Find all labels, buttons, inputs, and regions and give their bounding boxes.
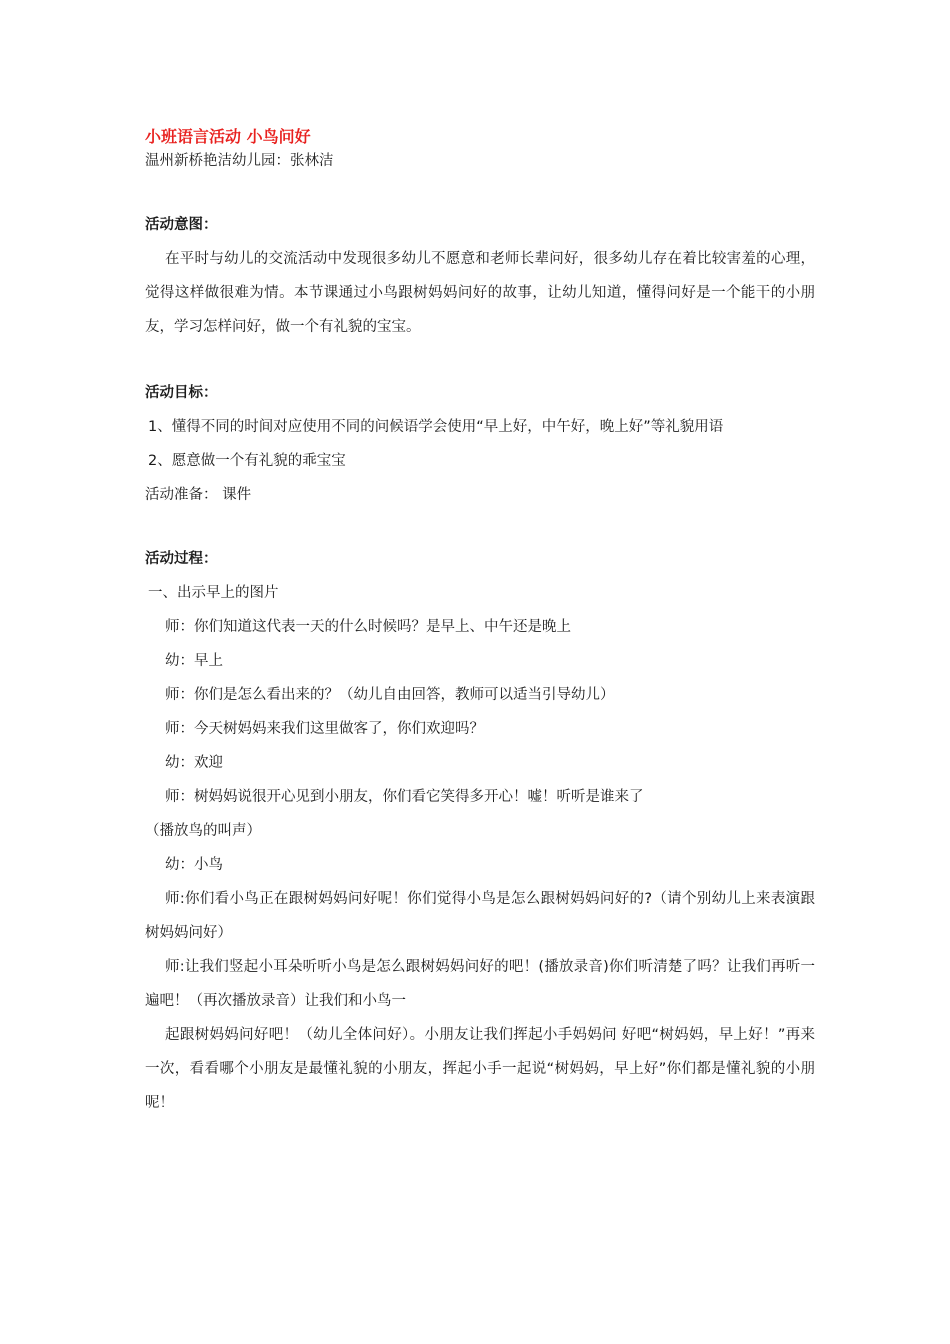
document-body	[145, 125, 815, 1120]
dialogue-line: 师：今天树妈妈来我们这里做客了，你们欢迎吗？	[165, 721, 484, 737]
dialogue-line: 师：你们知道这代表一天的什么时候吗？是早上、中午还是晚上	[165, 619, 571, 635]
process-paragraph-1: 师:你们看小鸟正在跟树妈妈问好呢！你们觉得小鸟是怎么跟树妈妈问好的?（请个别幼儿上来表演跟树妈妈问好）	[145, 891, 815, 941]
dialogue-line: 幼：早上	[165, 653, 223, 669]
process-paragraph-3: 起跟树妈妈问好吧！（幼儿全体问好）。小朋友让我们挥起小手妈妈问 好吧“树妈妈，早上好！”再来一次，看看哪个小朋友是最懂礼貌的小朋友，挥起小手一起说“树妈妈，早上好”你们都是懂礼貌的小朋呢！	[145, 1027, 815, 1111]
intent-paragraph: 在平时与幼儿的交流活动中发现很多幼儿不愿意和老师长辈问好，很多幼儿存在着比较害羞的心理，觉得这样做很难为情。本节课通过小鸟跟树妈妈问好的故事，让幼儿知道，懂得问好是一个能干的小朋友，学习怎样问好，做一个有礼貌的宝宝。	[145, 251, 815, 335]
process-heading: 活动过程：	[145, 551, 218, 567]
document-author: 温州新桥艳洁幼儿园：张林洁	[145, 153, 334, 169]
dialogue-line: （播放鸟的叫声）	[145, 823, 261, 839]
dialogue-line: 幼：欢迎	[165, 755, 223, 771]
process-paragraph-2: 师:让我们竖起小耳朵听听小鸟是怎么跟树妈妈问好的吧！(播放录音)你们听清楚了吗？让我们再听一遍吧！（再次播放录音）让我们和小鸟一	[145, 959, 815, 1009]
intent-heading: 活动意图：	[145, 217, 218, 233]
goal-item-1: 1、懂得不同的时间对应使用不同的问候语学会使用“早上好，中午好，晚上好”等礼貌用语	[148, 419, 724, 435]
document-title: 小班语言活动 小鸟问好	[145, 127, 311, 146]
preparation-line: 活动准备： 课件	[145, 487, 252, 503]
dialogue-line: 师：树妈妈说很开心见到小朋友，你们看它笑得多开心！嘘！听听是谁来了	[165, 789, 644, 805]
dialogue-line: 师：你们是怎么看出来的？（幼儿自由回答，教师可以适当引导幼儿）	[165, 687, 615, 703]
dialogue-line: 幼：小鸟	[165, 857, 223, 873]
goal-item-2: 2、愿意做一个有礼貌的乖宝宝	[148, 453, 346, 469]
goals-heading: 活动目标：	[145, 385, 218, 401]
process-step-1: 一、出示早上的图片	[148, 585, 279, 601]
